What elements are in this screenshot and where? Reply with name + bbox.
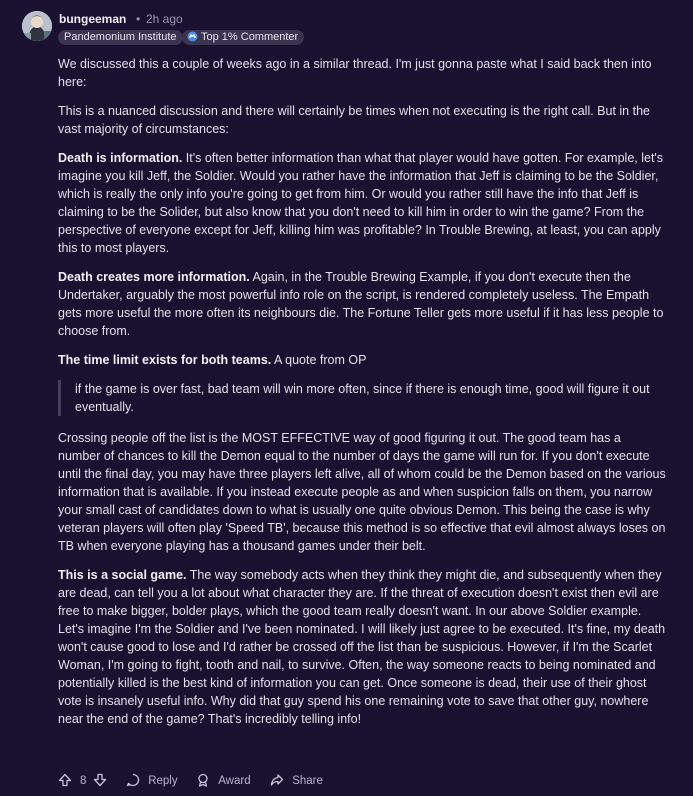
reply-button[interactable] — [126, 772, 178, 790]
paragraph-nuanced: This is a nuanced discussion and there will certainly be times when not executing is the right call. But in the vast majority of circumstances: — [58, 104, 650, 136]
share-label: Share — [292, 775, 323, 787]
comment-header — [22, 11, 682, 47]
reply-label: Reply — [148, 775, 178, 787]
vote-score: 8 — [80, 775, 87, 787]
share-button[interactable] — [270, 772, 323, 790]
share-arrow-icon — [270, 773, 284, 787]
user-flair-top-commenter — [182, 30, 304, 45]
blockquote — [58, 380, 666, 416]
top-commenter-label: Top 1% Commenter — [201, 31, 299, 43]
commenter-badge-icon — [187, 31, 198, 47]
meta-separator: • — [136, 12, 141, 26]
quote-text: if the game is over fast, bad team will win more often, since if there is enough time, good will figure it out eventually. — [75, 382, 650, 414]
heading-social-game: This is a social game. — [58, 568, 187, 582]
paragraph-social-game — [58, 566, 666, 728]
reply-bubble-icon — [126, 773, 140, 787]
upvote-arrow-icon — [58, 773, 72, 787]
heading-death-creates: Death creates more information. — [58, 270, 250, 284]
user-flair-institute: Pandemonium Institute — [58, 30, 183, 45]
text-death-creates: Again, in the Trouble Brewing Example, if you don't execute then the Undertaker, arguably the most powerful info role on the script, is rendered completely useless. The Empath gets more useful the more often its neighbours die. The Fortune Teller gets more useful if it has less people to choose from. — [58, 270, 664, 338]
avatar[interactable] — [22, 11, 52, 41]
paragraph-death-creates — [58, 268, 666, 340]
text-death-information: It's often better information than what that player would have gotten. For example, let's imagine you kill Jeff, the Soldier. Would you rather have the information that Jeff is claiming to be the Soldier, which is really the only info you're going to get from him. Or would you rather still have the info that Jeff is claiming to be the Solider, but also know that you don't need to kill him in order to win the game? From the perspective of everyone except for Jeff, killing him was profitable? In Trouble Brewing, at least, you can apply this to most players. — [58, 151, 664, 255]
heading-death-information: Death is information. — [58, 151, 183, 165]
paragraph-intro: We discussed this a couple of weeks ago in a similar thread. I'm just gonna paste what I said back then into here: — [58, 57, 652, 89]
paragraph-time-limit — [58, 351, 666, 369]
paragraph-crossing-off: Crossing people off the list is the MOST EFFECTIVE way of good figuring it out. The good team has a number of chances to kill the Demon equal to the number of days the game will run for. If you don't execute until the final day, you may have three players left alive, all of whom could be the Demon based on the various information that is available. If you instead execute people as and when suspicion falls on them, you narrow your small cast of candidates down to what is usually one quite obvious Demon. This being the case is why veteran players will often play 'Speed TB', because this method is so effective that evil almost always loses on TB when everyone playing has a thousand games under their belt. — [58, 431, 666, 553]
text-social-game: The way somebody acts when they think they might die, and subsequently when they are dead, can tell you a lot about what character they are. If the threat of execution doesn't exist then evil are free to make bigger, bolder plays, which the good team really doesn't want. In our above Soldier example. Let's imagine I'm the Soldier and I've been nominated. I will likely just agree to be executed. It's fine, my death won't cause good to lose and I'd rather be crossed off the list than be suspicious. However, if I'm the Scarlet Woman, I'm going to fight, tooth and nail, to survive. Often, the way someone reacts to being nominated and potentially killed is the best kind of information you can get. Once someone is dead, their use of their ghost vote is insanely useful info. Why did that guy spend his one remaining vote to save that other guy, nowhere near the end of the game? That's incredibly telling info! — [58, 568, 666, 726]
timestamp[interactable]: 2h ago — [146, 12, 183, 26]
award-button[interactable] — [196, 772, 251, 790]
comment-body — [58, 55, 666, 739]
downvote-button[interactable] — [93, 772, 107, 790]
author-username[interactable]: bungeeman — [59, 12, 127, 26]
award-ribbon-icon — [196, 773, 210, 787]
paragraph-death-information — [58, 149, 666, 257]
upvote-button[interactable] — [58, 772, 72, 790]
award-label: Award — [218, 775, 251, 787]
text-time-limit: A quote from OP — [271, 353, 367, 367]
downvote-arrow-icon — [93, 773, 107, 787]
heading-time-limit: The time limit exists for both teams. — [58, 353, 272, 367]
